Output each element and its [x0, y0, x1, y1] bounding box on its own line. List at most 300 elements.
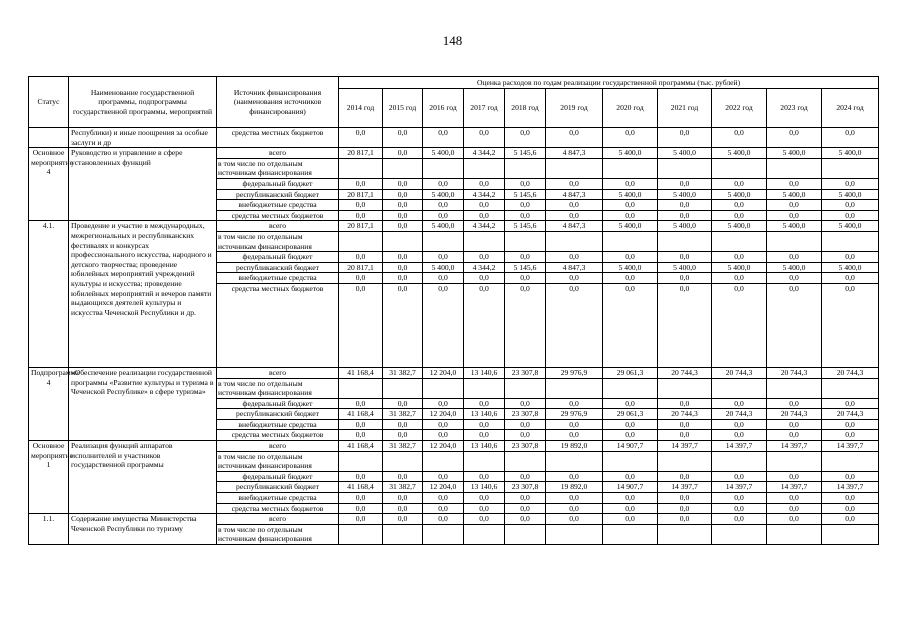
- row-value: 0,0: [712, 200, 767, 211]
- row-value: 0,0: [383, 514, 423, 525]
- row-value: 0,0: [423, 283, 464, 367]
- row-value: 23 307,8: [505, 482, 546, 493]
- row-value: [423, 451, 464, 471]
- header-year: 2019 год: [546, 89, 603, 128]
- table-body: [29, 128, 879, 545]
- row-value: 0,0: [505, 128, 546, 148]
- row-value: 0,0: [603, 430, 658, 441]
- row-value: 0,0: [423, 178, 464, 189]
- row-value: 0,0: [383, 471, 423, 482]
- row-value: 0,0: [658, 430, 712, 441]
- row-value: 0,0: [546, 273, 603, 284]
- row-value: 0,0: [712, 283, 767, 367]
- row-value: 41 168,4: [339, 409, 383, 420]
- row-value: [505, 158, 546, 178]
- row-value: 0,0: [464, 252, 505, 263]
- row-value: [383, 378, 423, 398]
- row-value: 0,0: [464, 419, 505, 430]
- row-value: 0,0: [822, 493, 879, 504]
- row-value: 0,0: [712, 514, 767, 525]
- row-value: 31 382,7: [383, 409, 423, 420]
- row-value: 0,0: [712, 471, 767, 482]
- row-value: 0,0: [767, 514, 822, 525]
- row-value: 0,0: [339, 514, 383, 525]
- row-value: [546, 231, 603, 251]
- row-status: [29, 128, 69, 148]
- row-value: 5 145,6: [505, 189, 546, 200]
- row-value: 14 397,7: [658, 441, 712, 452]
- row-value: 0,0: [822, 514, 879, 525]
- row-value: 19 892,0: [546, 441, 603, 452]
- row-value: 4 847,3: [546, 148, 603, 159]
- row-value: 0,0: [383, 178, 423, 189]
- row-value: 0,0: [423, 210, 464, 221]
- row-value: [658, 158, 712, 178]
- row-value: 0,0: [383, 252, 423, 263]
- row-value: 14 907,7: [603, 441, 658, 452]
- header-year: 2024 год: [822, 89, 879, 128]
- row-value: 5 400,0: [767, 148, 822, 159]
- row-value: [767, 524, 822, 544]
- row-value: 19 892,0: [546, 482, 603, 493]
- row-source: федеральный бюджет: [217, 252, 339, 263]
- row-value: 0,0: [658, 283, 712, 367]
- table-row: [29, 128, 879, 148]
- row-value: 20 744,3: [822, 409, 879, 420]
- row-status: 1.1.: [29, 514, 69, 545]
- header-year: 2014 год: [339, 89, 383, 128]
- row-value: 0,0: [339, 419, 383, 430]
- row-value: 14 397,7: [712, 482, 767, 493]
- row-value: 0,0: [767, 471, 822, 482]
- row-value: 0,0: [603, 283, 658, 367]
- row-value: 0,0: [546, 128, 603, 148]
- row-value: 0,0: [603, 200, 658, 211]
- row-value: 29 976,9: [546, 367, 603, 378]
- row-value: 0,0: [658, 514, 712, 525]
- row-value: 0,0: [505, 178, 546, 189]
- row-value: 0,0: [464, 398, 505, 409]
- row-value: 0,0: [339, 200, 383, 211]
- row-value: 0,0: [767, 200, 822, 211]
- row-value: 0,0: [658, 493, 712, 504]
- row-value: 13 140,6: [464, 482, 505, 493]
- row-value: [383, 451, 423, 471]
- row-value: 5 145,6: [505, 148, 546, 159]
- row-value: [658, 378, 712, 398]
- row-value: 14 397,7: [658, 482, 712, 493]
- row-source: средства местных бюджетов: [217, 210, 339, 221]
- row-value: [822, 524, 879, 544]
- row-value: 20 744,3: [712, 409, 767, 420]
- row-value: 0,0: [339, 252, 383, 263]
- row-value: 0,0: [464, 514, 505, 525]
- row-value: 0,0: [383, 210, 423, 221]
- row-value: 12 204,0: [423, 367, 464, 378]
- row-source: в том числе по отдельным источникам финансирования: [217, 231, 339, 251]
- row-source: средства местных бюджетов: [217, 128, 339, 148]
- row-value: 13 140,6: [464, 367, 505, 378]
- row-value: 0,0: [658, 128, 712, 148]
- row-source: республиканский бюджет: [217, 482, 339, 493]
- row-value: 0,0: [505, 471, 546, 482]
- row-value: 31 382,7: [383, 441, 423, 452]
- row-value: 5 400,0: [423, 189, 464, 200]
- row-source: всего: [217, 221, 339, 232]
- row-value: 0,0: [767, 503, 822, 514]
- row-value: [767, 378, 822, 398]
- row-value: 5 400,0: [603, 189, 658, 200]
- row-value: 0,0: [767, 493, 822, 504]
- row-value: 0,0: [767, 178, 822, 189]
- row-source: всего: [217, 367, 339, 378]
- row-value: 20 744,3: [658, 409, 712, 420]
- row-status: 4.1.: [29, 221, 69, 368]
- row-value: 0,0: [658, 471, 712, 482]
- row-value: 5 400,0: [603, 262, 658, 273]
- row-value: 0,0: [339, 503, 383, 514]
- row-value: 0,0: [423, 273, 464, 284]
- row-value: 4 344,2: [464, 189, 505, 200]
- row-value: [603, 158, 658, 178]
- row-value: [464, 231, 505, 251]
- row-value: 31 382,7: [383, 482, 423, 493]
- row-value: 0,0: [383, 493, 423, 504]
- row-value: 0,0: [546, 430, 603, 441]
- row-value: 29 976,9: [546, 409, 603, 420]
- row-name: Руководство и управление в сфере установленных функций: [69, 148, 217, 221]
- row-source: внебюджетные средства: [217, 419, 339, 430]
- row-value: 20 744,3: [822, 367, 879, 378]
- row-value: [712, 231, 767, 251]
- row-value: [423, 158, 464, 178]
- row-value: 0,0: [423, 514, 464, 525]
- row-value: [712, 158, 767, 178]
- row-value: 0,0: [658, 503, 712, 514]
- header-year: 2017 год: [464, 89, 505, 128]
- row-value: 0,0: [546, 178, 603, 189]
- row-value: [383, 231, 423, 251]
- row-value: 0,0: [546, 514, 603, 525]
- row-value: 5 145,6: [505, 221, 546, 232]
- row-value: 0,0: [822, 398, 879, 409]
- row-value: 13 140,6: [464, 409, 505, 420]
- row-value: [822, 231, 879, 251]
- row-value: 0,0: [505, 273, 546, 284]
- row-value: 5 400,0: [822, 221, 879, 232]
- header-year: 2016 год: [423, 89, 464, 128]
- row-value: 0,0: [383, 503, 423, 514]
- row-value: 4 344,2: [464, 221, 505, 232]
- row-value: 0,0: [767, 128, 822, 148]
- row-value: [423, 378, 464, 398]
- row-value: 5 400,0: [822, 148, 879, 159]
- row-name: Проведение и участие в международных, межрегиональных и республиканских фестивалях и конкурсах профессионального искусства, народного и детского творчества; проведение юбилейных мероприятий учреждений культуры и искусства; проведение юбилейных мероприятий и вечеров памяти выдающихся деятелей культуры и искусства Чеченской Республики и др.: [69, 221, 217, 368]
- row-value: 0,0: [383, 273, 423, 284]
- header-year: 2021 год: [658, 89, 712, 128]
- row-value: 0,0: [658, 210, 712, 221]
- row-value: 20 817,1: [339, 189, 383, 200]
- row-value: 0,0: [822, 178, 879, 189]
- row-value: 5 400,0: [658, 189, 712, 200]
- row-value: 5 400,0: [658, 221, 712, 232]
- row-source: федеральный бюджет: [217, 398, 339, 409]
- row-value: 41 168,4: [339, 441, 383, 452]
- row-value: 20 817,1: [339, 221, 383, 232]
- row-value: 14 397,7: [767, 441, 822, 452]
- row-value: 0,0: [383, 430, 423, 441]
- row-value: 0,0: [603, 128, 658, 148]
- row-value: [822, 451, 879, 471]
- row-value: 0,0: [423, 252, 464, 263]
- row-value: [603, 231, 658, 251]
- row-value: [767, 158, 822, 178]
- row-value: 0,0: [822, 471, 879, 482]
- row-value: [383, 158, 423, 178]
- row-value: 0,0: [712, 430, 767, 441]
- row-value: 0,0: [822, 273, 879, 284]
- row-value: 5 400,0: [603, 148, 658, 159]
- row-value: 0,0: [767, 252, 822, 263]
- row-source: средства местных бюджетов: [217, 430, 339, 441]
- table-row: [29, 441, 879, 452]
- row-source: внебюджетные средства: [217, 200, 339, 211]
- row-value: 4 344,2: [464, 148, 505, 159]
- row-value: 0,0: [505, 514, 546, 525]
- table-row: [29, 514, 879, 525]
- row-source: республиканский бюджет: [217, 189, 339, 200]
- header-year: 2015 год: [383, 89, 423, 128]
- row-name: Республики) и иные поощрения за особые заслуги и др: [69, 128, 217, 148]
- row-value: 0,0: [339, 273, 383, 284]
- row-source: всего: [217, 514, 339, 525]
- row-source: всего: [217, 441, 339, 452]
- row-source: федеральный бюджет: [217, 471, 339, 482]
- row-value: 0,0: [505, 210, 546, 221]
- row-value: 20 817,1: [339, 148, 383, 159]
- row-value: 0,0: [339, 178, 383, 189]
- row-value: 0,0: [423, 398, 464, 409]
- row-value: 0,0: [383, 398, 423, 409]
- row-value: 0,0: [383, 283, 423, 367]
- row-status: Основное мероприятие 4: [29, 148, 69, 221]
- row-value: 0,0: [712, 210, 767, 221]
- row-value: 0,0: [546, 398, 603, 409]
- row-source: в том числе по отдельным источникам финансирования: [217, 158, 339, 178]
- row-value: [339, 378, 383, 398]
- row-value: 14 397,7: [822, 482, 879, 493]
- row-value: [603, 451, 658, 471]
- row-value: 0,0: [603, 210, 658, 221]
- row-value: 0,0: [339, 493, 383, 504]
- row-value: 23 307,8: [505, 441, 546, 452]
- row-source: внебюджетные средства: [217, 493, 339, 504]
- row-value: 0,0: [464, 178, 505, 189]
- row-value: 0,0: [505, 430, 546, 441]
- row-value: 20 817,1: [339, 262, 383, 273]
- row-value: 0,0: [505, 252, 546, 263]
- row-value: [505, 231, 546, 251]
- row-value: 0,0: [546, 210, 603, 221]
- row-value: 0,0: [712, 398, 767, 409]
- row-value: 0,0: [767, 273, 822, 284]
- row-value: 41 168,4: [339, 482, 383, 493]
- row-value: 0,0: [603, 493, 658, 504]
- row-value: 0,0: [658, 178, 712, 189]
- row-value: [339, 158, 383, 178]
- row-value: [505, 524, 546, 544]
- row-value: 0,0: [603, 503, 658, 514]
- row-value: 0,0: [546, 493, 603, 504]
- row-value: 0,0: [464, 471, 505, 482]
- row-value: 14 397,7: [767, 482, 822, 493]
- row-value: 12 204,0: [423, 482, 464, 493]
- row-value: 5 400,0: [822, 189, 879, 200]
- row-value: 23 307,8: [505, 409, 546, 420]
- row-value: 0,0: [464, 273, 505, 284]
- row-value: 0,0: [767, 419, 822, 430]
- row-value: 0,0: [383, 128, 423, 148]
- row-value: 4 847,3: [546, 262, 603, 273]
- row-value: 0,0: [603, 273, 658, 284]
- row-source: внебюджетные средства: [217, 273, 339, 284]
- row-value: 0,0: [383, 189, 423, 200]
- row-name: Реализация функций аппаратов исполнителей и участников государственной программы: [69, 441, 217, 514]
- row-value: 0,0: [712, 252, 767, 263]
- row-value: 0,0: [822, 128, 879, 148]
- row-value: [712, 378, 767, 398]
- row-value: 4 847,3: [546, 189, 603, 200]
- row-value: 0,0: [712, 493, 767, 504]
- row-source: республиканский бюджет: [217, 262, 339, 273]
- row-value: 0,0: [339, 398, 383, 409]
- row-value: 0,0: [464, 493, 505, 504]
- row-value: 0,0: [505, 493, 546, 504]
- row-value: [423, 524, 464, 544]
- header-row-1: [29, 77, 879, 89]
- row-value: 29 061,3: [603, 367, 658, 378]
- row-value: 5 400,0: [658, 148, 712, 159]
- row-value: 0,0: [658, 252, 712, 263]
- header-name: Наименование государственной программы, подпрограммы государственной программы, мероприятий: [69, 77, 217, 128]
- header-year: 2018 год: [505, 89, 546, 128]
- header-estimate: Оценка расходов по годам реализации государственной программы (тыс. рублей): [339, 77, 879, 89]
- row-value: 0,0: [712, 273, 767, 284]
- row-value: 0,0: [712, 503, 767, 514]
- row-value: 0,0: [658, 200, 712, 211]
- row-value: 0,0: [505, 419, 546, 430]
- row-value: 14 397,7: [822, 441, 879, 452]
- row-value: 0,0: [505, 283, 546, 367]
- row-status: Основное мероприятие 1: [29, 441, 69, 514]
- row-value: 0,0: [383, 419, 423, 430]
- header-year: 2020 год: [603, 89, 658, 128]
- row-value: [464, 524, 505, 544]
- row-source: средства местных бюджетов: [217, 283, 339, 367]
- row-value: 0,0: [658, 419, 712, 430]
- row-value: 0,0: [767, 210, 822, 221]
- row-value: [546, 378, 603, 398]
- row-value: 0,0: [822, 283, 879, 367]
- row-value: 0,0: [546, 471, 603, 482]
- table-row: [29, 221, 879, 232]
- row-value: [339, 231, 383, 251]
- row-value: [767, 231, 822, 251]
- row-value: [658, 451, 712, 471]
- row-status: Подпрограмма 4: [29, 367, 69, 440]
- row-value: 0,0: [339, 128, 383, 148]
- row-value: 5 400,0: [423, 262, 464, 273]
- row-value: 0,0: [767, 283, 822, 367]
- row-value: 5 145,6: [505, 262, 546, 273]
- row-value: 0,0: [464, 200, 505, 211]
- row-value: 0,0: [423, 493, 464, 504]
- row-value: 0,0: [822, 419, 879, 430]
- row-value: [339, 451, 383, 471]
- row-value: 0,0: [423, 503, 464, 514]
- row-value: 0,0: [546, 503, 603, 514]
- row-value: 0,0: [423, 128, 464, 148]
- row-name: «Обеспечение реализации государственной программы «Развитие культуры и туризма в Чеченской Республике» в сфере туризма»: [69, 367, 217, 440]
- row-value: 5 400,0: [767, 189, 822, 200]
- table-row: [29, 148, 879, 159]
- row-value: [603, 378, 658, 398]
- row-value: 5 400,0: [423, 148, 464, 159]
- row-value: 0,0: [546, 200, 603, 211]
- row-value: 12 204,0: [423, 441, 464, 452]
- row-value: [658, 231, 712, 251]
- row-value: 0,0: [383, 221, 423, 232]
- row-value: 0,0: [383, 262, 423, 273]
- row-value: 0,0: [464, 430, 505, 441]
- row-value: 0,0: [505, 200, 546, 211]
- row-value: 0,0: [603, 471, 658, 482]
- row-value: 20 744,3: [767, 367, 822, 378]
- row-value: 0,0: [822, 430, 879, 441]
- row-value: 0,0: [339, 471, 383, 482]
- row-value: 0,0: [546, 283, 603, 367]
- row-source: в том числе по отдельным источникам финансирования: [217, 378, 339, 398]
- row-value: [546, 524, 603, 544]
- row-value: [767, 451, 822, 471]
- row-value: 23 307,8: [505, 367, 546, 378]
- row-value: 0,0: [658, 398, 712, 409]
- row-value: 5 400,0: [767, 221, 822, 232]
- page-number: 148: [442, 33, 463, 48]
- row-value: [603, 524, 658, 544]
- row-value: [505, 378, 546, 398]
- row-value: 0,0: [767, 430, 822, 441]
- row-value: 0,0: [339, 283, 383, 367]
- header-status: Статус: [29, 77, 69, 128]
- row-value: 0,0: [546, 419, 603, 430]
- row-value: 0,0: [603, 419, 658, 430]
- row-value: 0,0: [822, 200, 879, 211]
- header-year: 2022 год: [712, 89, 767, 128]
- row-value: 5 400,0: [712, 148, 767, 159]
- row-source: в том числе по отдельным источникам финансирования: [217, 524, 339, 544]
- row-value: 0,0: [712, 419, 767, 430]
- row-value: 5 400,0: [712, 221, 767, 232]
- row-value: [423, 231, 464, 251]
- row-value: 0,0: [423, 200, 464, 211]
- row-value: [712, 524, 767, 544]
- row-value: [658, 524, 712, 544]
- row-value: 0,0: [712, 178, 767, 189]
- table-row: [29, 367, 879, 378]
- row-value: 0,0: [505, 398, 546, 409]
- row-value: [546, 451, 603, 471]
